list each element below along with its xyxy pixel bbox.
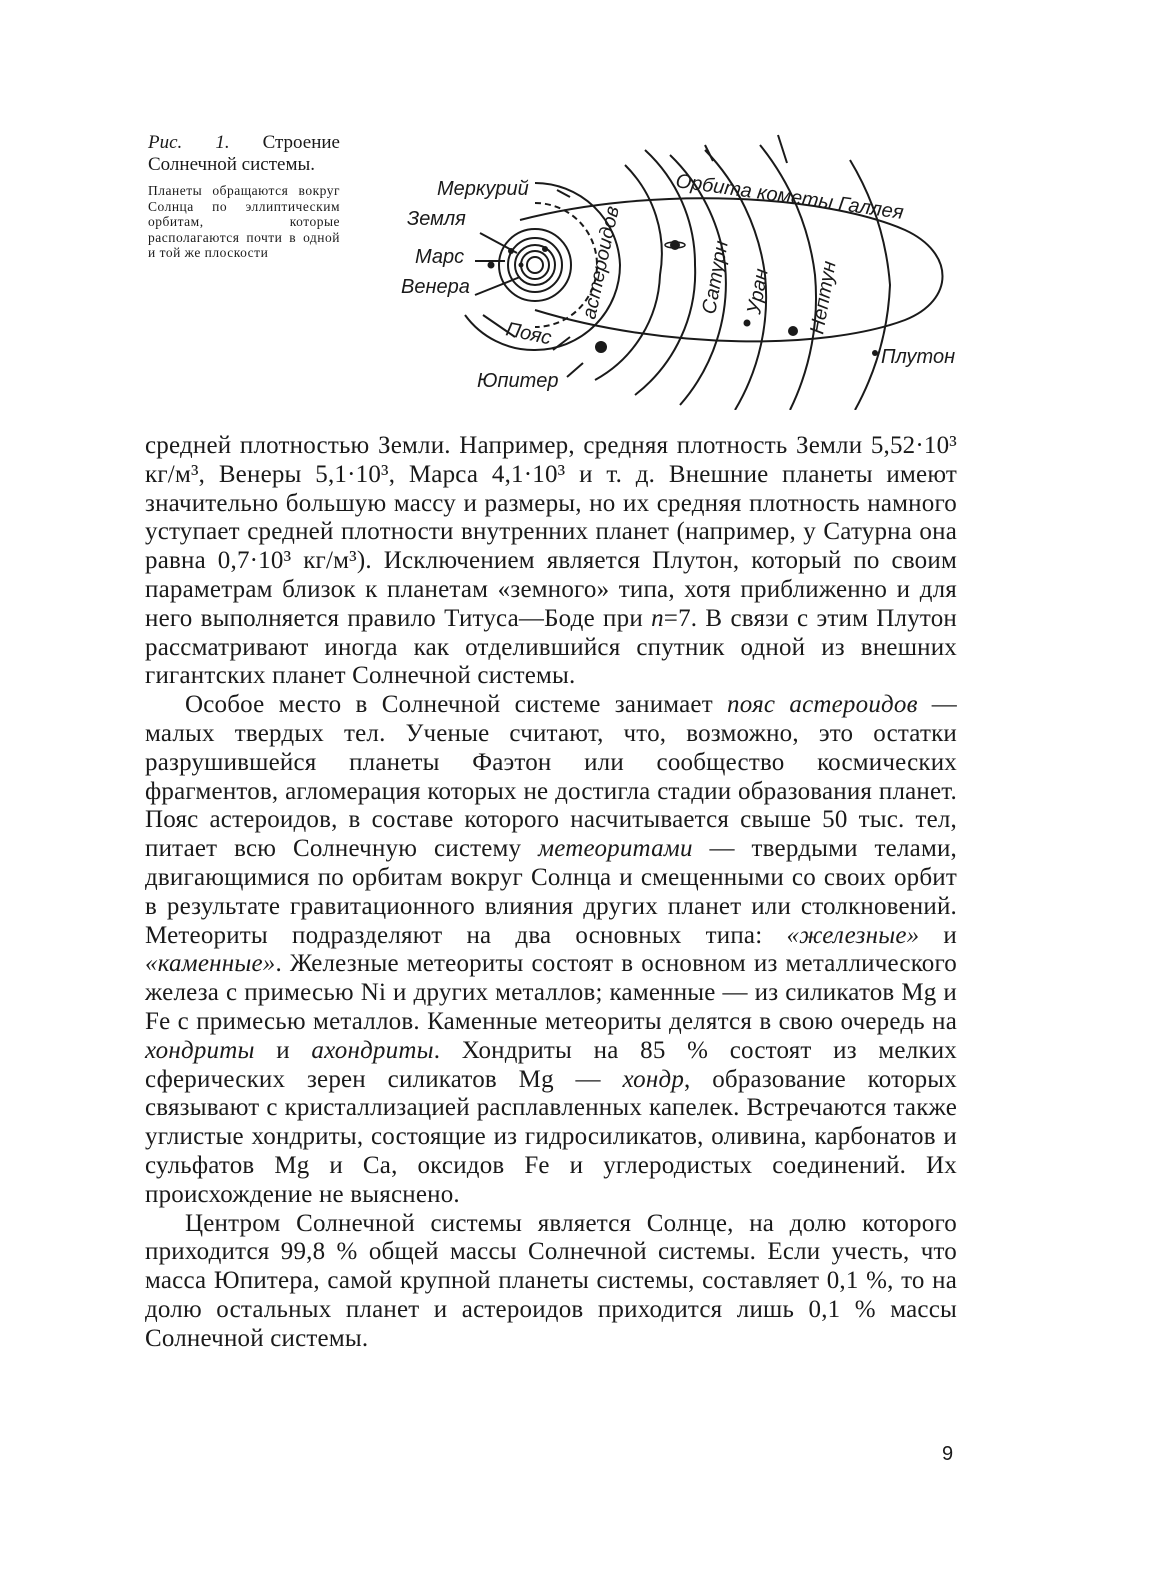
figure-description: Планеты обращаются вокруг Солнца по эллиптическим орбитам, которые располагаются почти в одной и той же плоскости — [148, 183, 340, 260]
figure-title-text: Строение Солнечной системы. — [148, 132, 340, 175]
label-jupiter: Юпитер — [477, 370, 559, 392]
label-uranus: Уран — [743, 266, 773, 316]
mercury-leader — [557, 190, 570, 197]
text-segment: — малых твердых тел. Ученые считают, что, возможно, это остатки разрушившейся планеты Фаэтон или сообщество космических фрагментов, агломерация которых не достигла стадии образования планет. Пояс астероидов, в составе которого насчитывается свыше 50 тыс. тел, питает всю Солнечную систему — [145, 691, 958, 863]
paragraph-1 — [145, 432, 957, 691]
paragraph-2 — [145, 691, 957, 1209]
text-segment: средней плотностью Земли. Например, средняя плотность Земли 5,52·10³ кг/м³, Венеры 5,1·10³, Марса 4,1·10³ и т. д. Внешние планеты имеют значительно большую массу и размеры, но их средняя плотность намного уступает средней плотности внутренних планет (например, у Сатурна она равна 0,7·10³ кг/м³). Исключением является Плутон, который по своим параметрам близок к планетам «земного» типа, хотя приближенно и для него выполняется правило Титуса—Боде при — [145, 432, 957, 632]
mars-orbit — [499, 229, 571, 301]
text-segment: Особое место в Солнечной системе занимает — [185, 691, 728, 719]
text-segment: «железные» — [786, 921, 920, 949]
figure-title — [148, 132, 340, 176]
solar-system-svg — [395, 125, 975, 410]
mercury-dot — [519, 263, 524, 268]
figure-number: Рис. 1. — [148, 132, 230, 153]
text-segment: хондриты — [145, 1036, 255, 1064]
text-segment: . Хондриты на 85 % состоят из мелких сферических зерен силикатов Mg — — [145, 1036, 957, 1093]
text-segment: и — [919, 921, 957, 949]
venus-dot — [542, 246, 548, 252]
label-saturn: Сатурн — [698, 239, 733, 316]
solar-system-diagram — [395, 125, 975, 410]
uranus-dot — [744, 320, 751, 327]
text-segment: =7. В связи с этим Плутон рассматривают иногда как отделившийся спутник одной из внешних гигантских планет Солнечной системы. — [145, 604, 957, 690]
text-segment: хондр — [622, 1065, 685, 1093]
page-number: 9 — [942, 1443, 954, 1465]
body-text — [145, 432, 957, 1354]
text-segment: «каменные» — [145, 950, 276, 978]
label-pluto: Плутон — [881, 346, 956, 368]
label-mars: Марс — [415, 246, 465, 268]
neptune-dot — [788, 326, 798, 336]
mars-dot — [488, 262, 495, 269]
text-segment: , образование которых связывают с кристаллизацией расплавленных капелек. Встречаются также углистые хондриты, состоящие из гидросиликатов, оливина, карбонатов и сульфатов Mg и Ca, оксидов Fe и углеродистых соединений. Их происхождение не выяснено. — [145, 1065, 958, 1208]
text-segment: ахондриты — [311, 1036, 434, 1064]
tick-1 — [705, 145, 713, 161]
text-segment: Центром Солнечной системы является Солнце, на долю которого приходится 99,8 % общей массы Солнечной системы. Если учесть, что масса Юпитера, самой крупной планеты системы, составляет 0,1 %, то на долю остальных планет и астероидов приходится лишь 0,1 % массы Солнечной системы. — [145, 1209, 957, 1352]
text-segment: пояс астероидов — [727, 691, 918, 719]
tick-2 — [778, 135, 787, 163]
text-segment: . Железные метеориты состоят в основном из металлического железа с примесью Ni и других металлов; каменные — из силикатов Mg и Fe с примесью металлов. Каменные метеориты делятся в свою очередь на — [145, 950, 957, 1035]
label-belt-1: Пояс — [503, 318, 554, 350]
sun — [527, 257, 543, 273]
label-neptune: Нептун — [806, 259, 841, 336]
pluto-dot — [872, 350, 878, 356]
label-earth: Земля — [407, 208, 466, 230]
label-belt-2: астероидов — [578, 204, 624, 322]
label-mercury: Меркурий — [437, 178, 529, 200]
earth-orbit — [508, 238, 562, 292]
jupiter-dot — [595, 341, 607, 353]
mercury-orbit — [521, 251, 549, 279]
jupiter-leader — [567, 363, 583, 377]
text-segment: — твердыми телами, двигающимися по орбитам вокруг Солнца и смещенными со своих орбит в результате гравитационного влияния других планет или столкновений. Метеориты подразделяют на два основных типа: — [145, 835, 957, 949]
venus-leader — [475, 277, 520, 295]
label-halley: Орбита кометы Галлея — [674, 170, 905, 224]
figure-caption — [148, 132, 340, 261]
text-segment: и — [254, 1036, 312, 1064]
text-segment: n — [651, 604, 664, 632]
paragraph-3 — [145, 1210, 957, 1354]
label-venus: Венера — [401, 276, 470, 298]
earth-dot — [508, 248, 514, 254]
text-segment: метеоритами — [538, 835, 693, 863]
